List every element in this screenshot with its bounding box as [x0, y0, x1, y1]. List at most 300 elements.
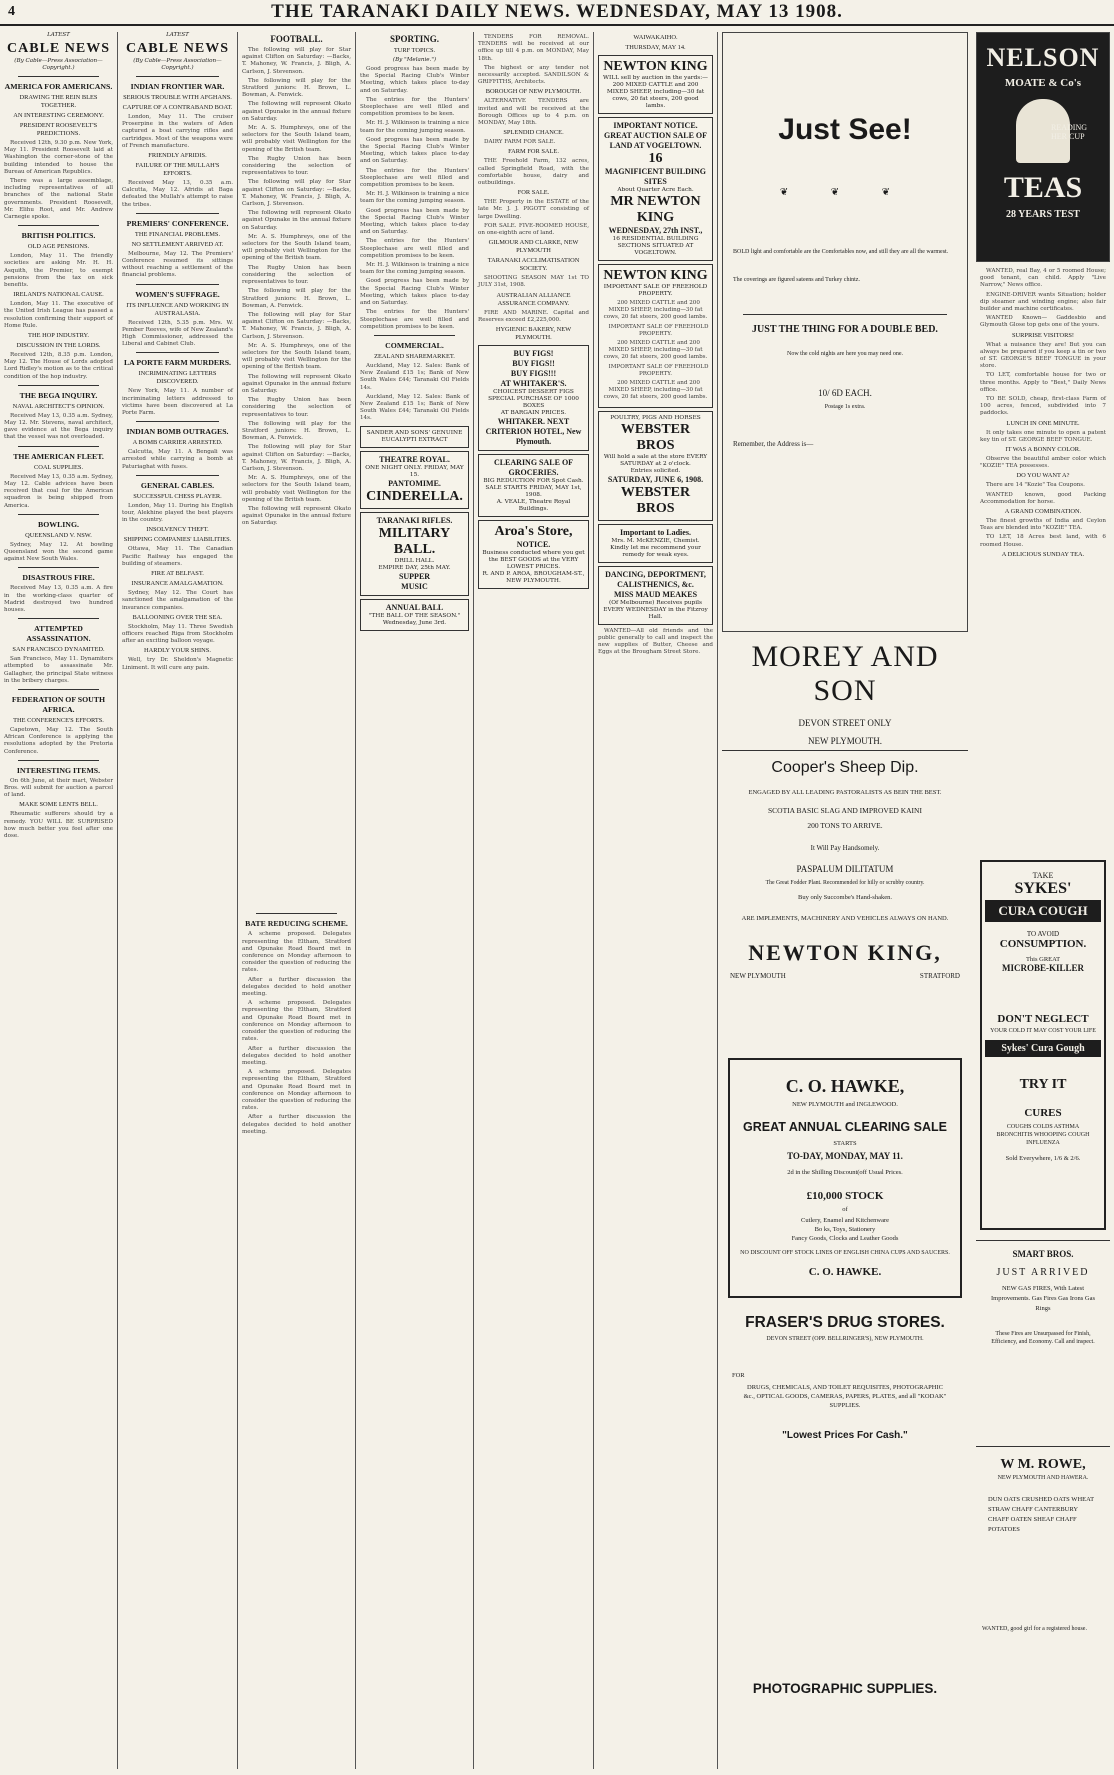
advert-text: THE Freehold Farm, 132 acres, called Springfield Road, with the comfortable house, dairy and outbuildings.: [478, 158, 589, 187]
advert-text: (Of Melbourne) Receives pupils EVERY WEDNESDAY in the Fitzroy Hall.: [603, 599, 708, 620]
article-subheading: THE CONFERENCE'S EFFORTS.: [13, 716, 104, 724]
article-heading: INTERESTING ITEMS.: [16, 765, 101, 775]
advert-title: DANCING, DEPORTMENT, CALISTHENICS, &c.: [605, 569, 706, 589]
article-heading: BOWLING.: [38, 519, 79, 529]
article-subheading: AN INTERESTING CEREMONY.: [13, 112, 104, 119]
article-subheading: SHIPPING COMPANIES' LIABILITIES.: [123, 536, 232, 544]
advert-heading: FOR SALE.: [517, 189, 550, 197]
advert-theatre-royal: [360, 451, 469, 509]
advert-text: 200 MIXED CATTLE and 200 MIXED SHEEP, including—30 fat cows, 20 fat steers, 200 good lambs.: [603, 340, 708, 361]
article-text: The following will play for the Stratford juniors: H. Brown, L. Bowman, A. Fenwick.: [242, 77, 351, 99]
advert-heading: LUNCH IN ONE MINUTE.: [1006, 419, 1080, 427]
advert-text: MICROBE-KILLER: [1001, 963, 1084, 973]
article-text: The Rugby Union has been considering the selection of representatives to tour.: [242, 155, 351, 177]
article-heading: BRITISH POLITICS.: [21, 231, 96, 241]
advert-important-ladies: [598, 524, 713, 563]
advert-price: 10/ 6D EACH.: [818, 388, 872, 398]
advert-text: JUST ARRIVED: [996, 1267, 1090, 1278]
column-cable-news-1: [0, 32, 118, 1769]
article-heading: GENERAL CABLES.: [140, 480, 215, 490]
article-text: The entries for the Hunters' Steeplechase are well filled and competition promises to be keen.: [360, 167, 469, 189]
article-text: The entries for the Hunters' Steeplechase are well filled and competition promises to be keen.: [360, 309, 469, 330]
column-header: SPORTING.: [390, 34, 439, 44]
advert-text: Cutlery, Enamel and Kitchenware: [800, 1217, 890, 1224]
article-heading: PREMIERS' CONFERENCE.: [126, 218, 229, 228]
advert-title: Just See!: [778, 113, 912, 146]
article-text: San Francisco, May 11. Dynamiters attempted to assassinate Mr. Gallagher, the principal State witness in the bribery charges.: [4, 656, 113, 684]
advert-text: AT WHITAKER'S.: [500, 379, 567, 389]
advert-title: SMART BROS.: [1012, 1249, 1074, 1259]
advert-text: CHOICEST DESSERT FIGS: [493, 389, 574, 396]
advert-text: COUGHS COLDS ASTHMA BRONCHITIS WHOOPING COUGH INFLUENZA: [996, 1124, 1090, 1146]
advert-heading: A DELICIOUS SUNDAY TEA.: [1001, 550, 1085, 558]
column-classifieds-1: [474, 32, 594, 1769]
advert-text: The finest growths of India and Ceylon Teas are blended into "KOZIE" TEA.: [980, 518, 1106, 532]
article-text: The entries for the Hunters' Steeplechase are well filled and competition promises to be keen.: [360, 238, 469, 259]
advert-text: BIG REDUCTION FOR Spot Cash.: [483, 478, 584, 485]
advert-text: ENGINE-DRIVER wants Situation; holder dip steamer and winding engine; also fair builder and machine certificates.: [980, 291, 1106, 313]
article-text: Good progress has been made by the Special Racing Club's Winter Meeting, which takes place to-day and on Saturday.: [360, 66, 469, 94]
article-text: Auckland, May 12. Sales: Bank of New Zealand £15 1s; Bank of New South Wales £44; Taranaki Oil Fields 14s.: [360, 393, 469, 422]
article-text: The following will represent Okato against Opunake in the annual fixture on Saturday.: [242, 373, 351, 394]
advert-text: What a nuisance they are! But you can always be prepared if you keep a tin or two of ST. GEORGE'S BEEF TONGUE in your store.: [980, 341, 1106, 370]
article-heading: INDIAN BOMB OUTRAGES.: [126, 427, 229, 437]
article-text: After a further discussion the delegates decided to hold another meeting.: [242, 1045, 351, 1066]
advert-figs: [478, 345, 589, 451]
advert-text: Remember, the Address is—: [733, 440, 814, 448]
article-text: Melbourne, May 12. The Premiers' Conference resumed its sittings without reaching a settlement of the financial problems.: [122, 250, 233, 279]
advert-heading: WAIWAKAIHO.: [633, 34, 678, 41]
advert-text: NO DISCOUNT OFF STOCK LINES OF ENGLISH CHINA CUPS AND SAUCERS.: [740, 1250, 950, 1256]
advert-text: DON'T NEGLECT: [997, 1013, 1089, 1025]
advert-text: TO LET, 18 Acres best land, with 6 roomed House.: [980, 534, 1106, 548]
article-heading: COMMERCIAL.: [385, 340, 444, 350]
advert-text: "Lowest Prices For Cash.": [782, 1430, 908, 1441]
advert-morey-and-son: [722, 636, 968, 746]
advert-text: Will hold a sale at the store EVERY SATURDAY at 2 o'clock.: [603, 453, 708, 467]
advert-dancing: [598, 566, 713, 625]
column-cable-news-2: [118, 32, 238, 1769]
advert-text: R. AND P. AROA, BROUGHAM-ST., NEW PLYMOUTH.: [482, 571, 585, 585]
advert-text: WANTED—All old friends and the public generally to call and inspect the new supplies of Butter, Cheese and Eggs at the Brougham Street Store.: [598, 627, 713, 656]
advert-text: PANTOMIME.: [388, 478, 441, 488]
advert-text: TO AVOID: [1026, 930, 1060, 938]
article-text: Mr. A. S. Humphreys, one of the selectors for the South Island team, will probably visit Wellington for the opening of the British team.: [242, 475, 351, 503]
advert-title: Aroa's Store,: [494, 524, 573, 540]
article-text: Rheumatic sufferers should try a remedy. YOU WILL BE SURPRISED how much better you feel after one dose.: [4, 811, 113, 839]
article-subheading: DISCUSSION IN THE LORDS.: [16, 342, 101, 350]
advert-text: Now the cold nights are here you may need one.: [787, 351, 903, 357]
advert-title: TARANAKI RIFLES.: [376, 515, 453, 525]
advert-text: DAIRY FARM FOR SALE.: [484, 139, 556, 146]
advert-text: NOTICE.: [516, 540, 551, 550]
article-text: Calcutta, May 11. A Bengali was arrested while carrying a bomb at Paturiaghat with fuses.: [122, 449, 233, 470]
advert-text: Buy only Succombe's Hand-shaken.: [798, 894, 892, 901]
article-heading: THE AMERICAN FLEET.: [13, 451, 104, 461]
article-text: Mr. H. J. Wilkinson is training a nice team for the coming jumping season.: [360, 120, 469, 134]
advert-text: WANTED Known— Gaddesbio and Glymouth Glose top gets one of the yours.: [980, 315, 1106, 329]
article-text: The Rugby Union has been considering the selection of representatives to tour.: [242, 397, 351, 418]
advert-heading: TARANAKI ACCLIMATISATION SOCIETY.: [487, 257, 580, 273]
article-subheading: TURF TOPICS.: [393, 47, 436, 54]
advert-text: ENGAGED BY ALL LEADING PASTORALISTS AS BEIN THE BEST.: [748, 789, 942, 796]
advert-text: FIRE AND MARINE. Capital and Reserves exceed £2,225,000.: [478, 309, 589, 323]
advert-text: GREAT ANNUAL CLEARING SALE: [743, 1120, 947, 1134]
advert-title: IMPORTANT NOTICE.: [613, 121, 698, 130]
advert-text: Observe the beautiful amber color which "KOZIE" TEA possesses.: [980, 456, 1106, 470]
advert-text: TO LET, comfortable house for two or three months. Apply to "Best," Daily News office.: [980, 372, 1106, 393]
article-filler: [242, 179, 351, 909]
article-subheading: CAPTURE OF A CONTRABAND BOAT.: [122, 104, 233, 111]
advert-clearing-sale: [478, 454, 589, 517]
article-heading: FEDERATION OF SOUTH AFRICA.: [11, 694, 106, 714]
article-text: Mr. A. S. Humphreys, one of the selectors for the South Island team, will probably visit Wellington for the opening of the British team.: [242, 342, 351, 371]
article-subheading: FAILURE OF THE MULLAH'S EFFORTS.: [135, 162, 220, 178]
advert-text: ARE IMPLEMENTS, MACHINERY AND VEHICLES ALWAYS ON HAND.: [741, 915, 949, 922]
advert-text: Fancy Goods, Clocks and Leather Goods: [791, 1235, 899, 1242]
advert-title: NEWTON KING: [603, 268, 708, 283]
advert-text: "THE BALL OF THE SEASON.": [368, 612, 461, 619]
article-subheading: HARDLY YOUR SHINS.: [144, 647, 211, 655]
article-text: Ottawa, May 11. The Canadian Pacific Railway has engaged the building of steamers.: [122, 546, 233, 567]
advert-text: About Quarter Acre Each.: [617, 187, 694, 193]
advert-text: ALTERNATIVE TENDERS are invited and will be received at the Borough Offices up to 4 p.m. on MONDAY, May 18th.: [478, 98, 589, 127]
advert-text: EMPIRE DAY, 25th MAY.: [378, 564, 451, 571]
advert-text: DEVON STREET (OPP. BELLRINGER'S), NEW PLYMOUTH.: [766, 1336, 924, 1342]
advert-heading: DO YOU WANT A?: [1016, 472, 1070, 480]
article-text: The following will play for the Stratford juniors: H. Brown, L. Bowman, A. Fenwick.: [242, 420, 351, 442]
article-text: London, May 11. The executive of the United Irish League has passed a resolution confirming their support of Home Rule.: [4, 301, 113, 329]
advert-text: NEW GAS FIRES, With Latest Improvements. Gas Fires Gas Irons Gas Rings: [991, 1285, 1095, 1312]
advert-text: IMPORTANT SALE OF FREEHOLD PROPERTY.: [608, 363, 709, 377]
advert-text: AT BARGAIN PRICES.: [500, 410, 567, 417]
advert-text: Sold Everywhere, 1/6 & 2/6.: [1005, 1155, 1081, 1162]
article-subheading: NAVAL ARCHITECT'S OPINION.: [12, 402, 105, 410]
advert-text: It only takes one minute to open a patent key tin of ST. GEORGE BEEF TONGUE.: [980, 429, 1106, 443]
advert-coopers-sheep-dip: [722, 750, 968, 1050]
advert-text: GREAT AUCTION SALE OF LAND AT VOGELTOWN.: [603, 131, 708, 150]
column-wanted: [976, 266, 1110, 856]
article-subheading: FIRE AT BELFAST.: [151, 570, 204, 578]
advert-military-ball: [360, 512, 469, 596]
article-text: Received 12th, 5.35 p.m. Mrs. W. Pember Reeves, wife of New Zealand's High Commissioner, addressed the Liberal and Cabinet Club.: [122, 319, 233, 348]
advert-text: SALE STARTS FRIDAY, MAY 1st, 1908.: [485, 485, 582, 499]
article-subheading: NO SETTLEMENT ARRIVED AT.: [131, 240, 224, 248]
page-number: 4: [8, 4, 16, 19]
advert-just-see: [722, 32, 968, 632]
advert-text: POULTRY, PIGS AND HORSES: [610, 414, 701, 421]
advert-title: ANNUAL BALL: [385, 602, 444, 612]
advert-text: MISS MAUD MEAKES: [613, 589, 698, 599]
advert-text: Wednesday, June 3rd.: [382, 619, 447, 626]
advert-text: DRUGS, CHEMICALS, AND TOILET REQUISITES, PHOTOGRAPHIC &c., OPTICAL GOODS, CAMERAS, PAPERS, PLATES, and all "KODAK" SUPPLIES.: [743, 1384, 947, 1409]
advert-text: NEW PLYMOUTH AND HAWERA.: [997, 1475, 1089, 1481]
advert-title: FRASER'S DRUG STORES.: [745, 1314, 945, 1331]
advert-text: IMPORTANT SALE OF FREEHOLD PROPERTY.: [603, 284, 708, 297]
advert-heading: HYGIENIC BAKERY, NEW PLYMOUTH.: [495, 326, 572, 342]
article-text: Mr. A. S. Humphreys, one of the selectors for the South Island team, will probably visit Wellington for the opening of the British team.: [242, 125, 351, 153]
article-text: Auckland, May 12. Sales: Bank of New Zealand £15 1s; Bank of New South Wales £44; Taranaki Oil Fields 14s.: [360, 362, 469, 391]
column-sporting: [356, 32, 474, 1769]
article-text: Sydney, May 12. At bowling Queensland won the second game against New South Wales.: [4, 541, 113, 563]
advert-co-hawke: [728, 1058, 962, 1298]
advert-text: C. O. HAWKE.: [808, 1266, 882, 1278]
advert-text: TAKE: [1032, 871, 1054, 880]
advert-aroa-store: [478, 520, 589, 589]
article-text: The following will play for Star against Clifton on Saturday: —Backs, T. Mahoney, W. Francis, J. Bligh, A. Carlson, J. Stevenson.: [242, 179, 351, 208]
article-text: After a further discussion the delegates decided to hold another meeting.: [242, 976, 351, 998]
article-text: The following will represent Okato against Opunake in the annual fixture on Saturday.: [242, 505, 351, 527]
article-text: London, May 11. The friendly societies are asking Mr. H. H. Asquith, the Premier, to exempt pensions from the tax on sick benefits.: [4, 253, 113, 289]
advert-ornament: ❦ ❦ ❦: [779, 187, 911, 198]
article-text: The following will play for Star against Clifton on Saturday: —Backs, T. Mahoney, W. Francis, J. Bligh, A. Carlson, J. Stevenson.: [242, 311, 351, 340]
advert-heading: IT WAS A BONNY COLOR.: [1005, 446, 1081, 454]
article-heading: BATE REDUCING SCHEME.: [245, 919, 348, 929]
column-byline: (By "Melanie."): [392, 57, 437, 63]
article-subheading: ZEALAND SHAREMARKET.: [374, 352, 455, 360]
column-header: FOOTBALL.: [270, 34, 323, 44]
article-text: A scheme proposed. Delegates representing the Eltham, Stratford and Opunake Road Board met in conference on Monday afternoon to consider the question of reducing the rates.: [242, 1069, 351, 1112]
advert-text: SPECIAL PURCHASE OF 1000 BOXES: [488, 396, 579, 410]
article-subheading: FRIENDLY AFRIDIS.: [148, 152, 207, 160]
article-text: Good progress has been made by the Special Racing Club's Winter Meeting, which takes place to-day and on Saturday.: [360, 136, 469, 165]
advert-title: THEATRE ROYAL.: [379, 454, 450, 464]
advert-text: DEVON STREET ONLY: [798, 718, 892, 728]
advert-text: WEDNESDAY, 27th INST.,: [608, 226, 703, 235]
advert-title: W M. ROWE,: [1000, 1457, 1086, 1472]
advert-text: The highest or any tender not necessarily accepted. SANDILSON & GRIFFITHS, Architects.: [478, 64, 589, 86]
advert-text: SCOTIA BASIC SLAG AND IMPROVED KAINI: [768, 806, 922, 815]
article-text: On 6th June, at their mart, Webster Bros. will submit for auction a parcel of land.: [4, 777, 113, 799]
advert-smart-bros: [976, 1240, 1110, 1440]
advert-text: NEW PLYMOUTH and INGLEWOOD.: [792, 1101, 898, 1108]
advert-webster-bros: [598, 411, 713, 521]
article-subheading: PRESIDENT ROOSEVELT'S PREDICTIONS.: [19, 122, 98, 137]
advert-text: ONE NIGHT ONLY. FRIDAY, MAY 15.: [365, 464, 464, 478]
advert-text: This GREAT: [1025, 956, 1061, 963]
advert-text: 200 MIXED CATTLE and 200 MIXED SHEEP, including—30 fat cows, 20 fat steers, 200 good lambs.: [606, 82, 705, 109]
article-text: Good progress has been made by the Special Racing Club's Winter Meeting, which takes place to-day and on Saturday.: [360, 207, 469, 236]
advert-text: SATURDAY, JUNE 6, 1908.: [607, 474, 704, 484]
article-text: Received May 13, 0.35 a.m. Sydney, May 12. Cable advices have been received that coal for the American squadron is being shipped from America.: [4, 473, 113, 509]
advert-text: THE Property in the ESTATE of the late Mr. J. J. PIGOTT consisting of large Dwelling.: [478, 199, 589, 220]
masthead: [0, 0, 1114, 26]
advert-title: C. O. HAWKE,: [785, 1076, 905, 1096]
article-text: There was a large assemblage, including representatives of all branches of the national State governments. President Roosevelt, Mr. Elihu Root, and Mr. Andrew Carnegie spoke.: [4, 178, 113, 221]
advert-text: MAGNIFICENT BUILDING SITES: [605, 167, 706, 186]
advert-text: FOR: [732, 1372, 745, 1379]
article-text: A scheme proposed. Delegates representing the Eltham, Stratford and Opunake Road Board met in conference on Monday afternoon to consider the question of reducing the rates.: [242, 1000, 351, 1043]
advert-text: 200 MIXED CATTLE and 200 MIXED SHEEP, including—30 fat cows, 20 fat steers, 200 good lambs.: [603, 300, 708, 321]
advert-text: TEAS: [1003, 171, 1083, 204]
advert-title: NEWTON KING,: [748, 940, 942, 965]
advert-text: MUSIC: [401, 581, 428, 591]
advert-annual-ball: [360, 599, 469, 631]
article-subheading: DRAWING THE REIN BLES TOGETHER.: [19, 94, 98, 109]
article-text: Mr. H. J. Wilkinson is training a nice team for the coming jumping season.: [360, 262, 469, 276]
advert-title: WEBSTER BROS: [620, 484, 691, 516]
advert-text: Bo ks, Toys, Stationery: [814, 1226, 876, 1233]
article-text: Received 12th, 9.30 p.m. New York, May 11. President Roosevelt laid at Washington the corner-stone of the building intended to house the Bureau of American Republics.: [4, 140, 113, 175]
article-text: The following will play for Star against Clifton on Saturday: —Backs, T. Mahoney, W. Francis, J. Bligh, A. Carlson, J. Stevenson.: [242, 444, 351, 472]
advert-text: of: [842, 1206, 848, 1213]
article-text: The Rugby Union has been considering the selection of representatives to tour.: [242, 264, 351, 286]
advert-text: These Fires are Unsurpassed for Finish, Efficiency, and Economy. Call and inspect.: [991, 1331, 1095, 1345]
advert-text: BUY FIGS!!!: [510, 369, 557, 379]
advert-title: Cooper's Sheep Dip.: [771, 759, 919, 776]
advert-newton-king-2: [598, 264, 713, 408]
article-subheading: THE FINANCIAL PROBLEMS.: [134, 230, 221, 238]
advert-newton-king-1: [598, 55, 713, 114]
advert-text: MILITARY BALL.: [378, 525, 451, 557]
article-text: Sydney, May 12. The Court has sanctioned the amalgamation of the insurance companies.: [122, 590, 233, 611]
advert-text: WANTED known, good Packing Accommodation for horse.: [980, 491, 1106, 505]
article-subheading: THE HOP INDUSTRY.: [28, 332, 89, 340]
advert-text: £10,000 STOCK: [806, 1190, 884, 1202]
article-text: Received May 13, 0.35 a.m. Sydney, May 12. Mr. Stevens, naval architect, gave evidence at the Bega inquiry that the vessel was not overloaded.: [4, 412, 113, 441]
advert-text: SHOOTING SEASON MAY 1st TO JULY 31st, 1908.: [478, 275, 589, 289]
advert-text: BUY FIGS!: [513, 349, 554, 359]
article-subheading: SAN FRANCISCO DYNAMITED.: [12, 646, 105, 654]
advert-text: MOATE & Co's: [1004, 77, 1082, 89]
advert-heading: AUSTRALIAN ALLIANCE ASSURANCE COMPANY.: [496, 291, 571, 307]
advert-text: STRATFORD: [919, 972, 960, 980]
advert-text: IMPORTANT SALE OF FREEHOLD PROPERTY.: [608, 323, 709, 337]
advert-title: CLEARING SALE OF GROCERIES.: [493, 458, 574, 478]
advert-text: WANTED, real Bay, 4 or 5 roomed House; good tenant, can child. Apply "Live Narrow," News office.: [980, 268, 1106, 289]
advert-text: 200 TONS TO ARRIVE.: [807, 821, 883, 830]
advert-text: DRILL HALL.: [394, 557, 435, 564]
advert-text: CONSUMPTION.: [999, 938, 1087, 950]
advert-text: The Great Fodder Plant. Recommended for hilly or scrubby country.: [765, 880, 925, 886]
advert-nelson-teas: [976, 32, 1110, 262]
article-subheading: OLD AGE PENSIONS.: [27, 243, 90, 251]
article-subheading: QUEENSLAND V. NSW.: [25, 531, 92, 539]
article-subheading: INSURANCE AMALGAMATION.: [131, 580, 224, 588]
article-text: A scheme proposed. Delegates representing the Eltham, Stratford and Opunake Road Board met in conference on Monday afternoon to consider the question of reducing the rates.: [242, 931, 351, 974]
advert-text: WANTED, good girl for a registered house.: [982, 1626, 1087, 1632]
advert-title: MR NEWTON KING: [610, 194, 701, 225]
advert-sykes-cura-cough: [980, 860, 1106, 1230]
advert-text: TRY IT: [1019, 1077, 1067, 1092]
article-subheading: MAKE SOME LENTS BELL.: [19, 801, 98, 809]
advert-text: BOLD light and comfortable are the Comfortables now, and still they are all the warmest.: [733, 249, 949, 255]
article-subheading: ITS INFLUENCE AND WORKING IN AUSTRALASIA.: [126, 301, 229, 317]
advert-sander: [360, 426, 469, 448]
article-heading: WOMEN'S SUFFRAGE.: [135, 289, 220, 299]
advert-land-sale: [598, 117, 713, 261]
advert-text: SANDER AND SONS' GENUINE EUCALYPTI EXTRACT: [366, 429, 463, 443]
advert-text: 16: [648, 151, 663, 166]
advert-text: 16 RESIDENTIAL BUILDING SECTIONS SITUATED AT VOGELTOWN.: [612, 236, 699, 256]
advert-text: TENDERS FOR REMOVAL. TENDERS will be received at our office up till 4 p.m. on MONDAY, May 18th.: [478, 34, 589, 62]
article-text: Capetown, May 12. The South African Conference is applying the resolutions adopted by the Pretoria Conference.: [4, 726, 113, 755]
column-header: CABLE NEWS: [126, 41, 229, 56]
advert-text: CURES: [1024, 1107, 1062, 1119]
column-header-pre: LATEST: [166, 32, 189, 38]
advert-text: HER CUP: [1051, 132, 1085, 141]
article-text: After a further discussion the delegates decided to hold another meeting.: [242, 1114, 351, 1135]
column-byline: (By Cable—Press Association—Copyright.): [14, 58, 103, 71]
article-heading: ATTEMPTED ASSASSINATION.: [26, 624, 91, 644]
advert-text: BUY FIGS!!: [512, 359, 555, 369]
advert-text: Entries solicited.: [630, 467, 681, 474]
article-subheading: A BOMB CARRIER ARRESTED.: [132, 439, 223, 447]
advert-title: NEWTON KING: [603, 59, 708, 74]
advert-frasers-drug-stores: [722, 1306, 968, 1768]
article-subheading: COAL SUPPLIES.: [33, 463, 84, 471]
advert-heading: GILMOUR AND CLARKE, NEW PLYMOUTH: [488, 239, 579, 255]
article-subheading: IRELAND'S NATIONAL CAUSE.: [13, 291, 104, 299]
advert-heading: SURPRISE VISITORS!: [1011, 331, 1075, 339]
advert-text: It Will Pay Handsomely.: [810, 844, 880, 852]
article-subheading: BALLOONING OVER THE SEA.: [132, 613, 223, 621]
column-classifieds-2: [594, 32, 718, 1769]
article-text: Mr. H. J. Wilkinson is training a nice team for the coming jumping season.: [360, 191, 469, 205]
advert-text: WHITAKER. NEXT CRITERION HOTEL, New Plymouth.: [485, 417, 582, 447]
article-subheading: SERIOUS TROUBLE WITH AFGHANS.: [123, 94, 232, 101]
advert-text: TO-DAY, MONDAY, MAY 11.: [787, 1151, 903, 1161]
advert-text: TO BE SOLD, cheap, first-class Farm of 100 acres, fenced, subdivided into 7 paddocks.: [980, 396, 1106, 417]
article-subheading: INCRIMINATING LETTERS DISCOVERED.: [138, 370, 217, 386]
advert-text: DUN OATS CRUSHED OATS WHEAT STRAW CHAFF CANTERBURY CHAFF OATEN SHEAF CHAFF POTATOES: [988, 1496, 1094, 1533]
advert-text: Mrs. M. McKENZIE, Chemist. Kindly let me recommend your remedy for weak eyes.: [610, 537, 701, 558]
article-heading: INDIAN FRONTIER WAR.: [130, 82, 225, 91]
advert-text: PHOTOGRAPHIC SUPPLIES.: [752, 1681, 938, 1696]
advert-heading: FARM FOR SALE.: [508, 148, 559, 156]
article-text: The entries for the Hunters' Steeplechase are well filled and competition promises to be keen.: [360, 96, 469, 118]
column-byline: (By Cable—Press Association—Copyright.): [133, 58, 222, 71]
article-text: The following will play for Star against Clifton on Saturday: —Backs, T. Mahoney, W. Francis, J. Bligh, A. Carlson, J. Stevenson.: [242, 47, 351, 75]
article-text: London, May 11. The cruiser Proserpine in the waters of Aden captured a boat carrying rifles and cartridges. Most of the weapons were of French manufacture.: [122, 114, 233, 149]
advert-text: FOR SALE. FIVE-ROOMED HOUSE, on one-eighth acre of land.: [478, 222, 589, 237]
advert-text: STARTS: [833, 1140, 857, 1147]
article-text: Mr. A. S. Humphreys, one of the selectors for the South Island team, will probably visit Wellington for the opening of the British team.: [242, 233, 351, 262]
advert-cities: [730, 972, 960, 980]
advert-text: 28 YEARS TEST: [1006, 209, 1080, 220]
advert-heading: BOROUGH OF NEW PLYMOUTH.: [485, 88, 582, 96]
article-text: Good progress has been made by the Special Racing Club's Winter Meeting, which takes place to-day and on Saturday.: [360, 278, 469, 307]
advert-text: READING: [1051, 123, 1087, 132]
advert-text: Business conducted where you get the BEST GOODS at the VERY LOWEST PRICES.: [482, 550, 585, 571]
advert-text: NEW PLYMOUTH: [730, 972, 786, 980]
article-text: Received May 13, 0.35 a.m. Calcutta, May 12. Afridis at Baga defeated the Mullah's attempt to raise the tribes.: [122, 180, 233, 208]
advert-text: Postage 1s extra.: [824, 404, 866, 410]
article-text: Stockholm, May 11. Three Swedish officers reached Riga from Stockholm after an exciting balloon voyage.: [122, 623, 233, 645]
article-text: Received 12th, 8.35 p.m. London, May 12. The House of Lords adopted Lord Ridley's motion as to the critical condition of the hop industry.: [4, 352, 113, 380]
advert-text: 2d in the Shilling Discount(off Usual Prices.: [787, 1169, 903, 1176]
advert-text: NEW PLYMOUTH.: [808, 736, 882, 746]
advert-heading: SPLENDID CHANCE.: [503, 129, 564, 137]
article-subheading: SUCCESSFUL CHESS PLAYER.: [133, 492, 222, 500]
column-header: CABLE NEWS: [7, 41, 110, 56]
article-heading: AMERICA FOR AMERICANS.: [4, 82, 113, 91]
advert-wm-rowe: [976, 1446, 1110, 1768]
article-text: The following will represent Okato against Opunake in the annual fixture on Saturday.: [242, 210, 351, 231]
article-text: London, May 11. During his English tour, Alekhine played the best players in the country.: [122, 502, 233, 524]
advert-text: WILL sell by auction in the yards:—: [603, 75, 708, 81]
advert-title: Important to Ladies.: [620, 527, 691, 537]
article-text: Received May 13, 0.35 a.m. A fire in the working-class quarter of Madrid destroyed two hundred houses.: [4, 585, 113, 613]
article-heading: DISASTROUS FIRE.: [22, 573, 95, 583]
advert-text: PASPALUM DILITATUM: [796, 864, 894, 874]
article-text: Well, try Dr. Sheldon's Magnetic Liniment. It will cure any pain.: [122, 657, 233, 671]
article-heading: LA PORTE FARM MURDERS.: [123, 358, 231, 368]
advert-text: CINDERELLA.: [366, 488, 463, 504]
article-text: New York, May 11. A number of incriminating letters addressed to victims have been discovered at La Porte Farm.: [122, 388, 233, 417]
advert-heading: A GRAND COMBINATION.: [1004, 508, 1082, 516]
advert-text: YOUR COLD IT MAY COST YOUR LIFE: [990, 1028, 1096, 1034]
